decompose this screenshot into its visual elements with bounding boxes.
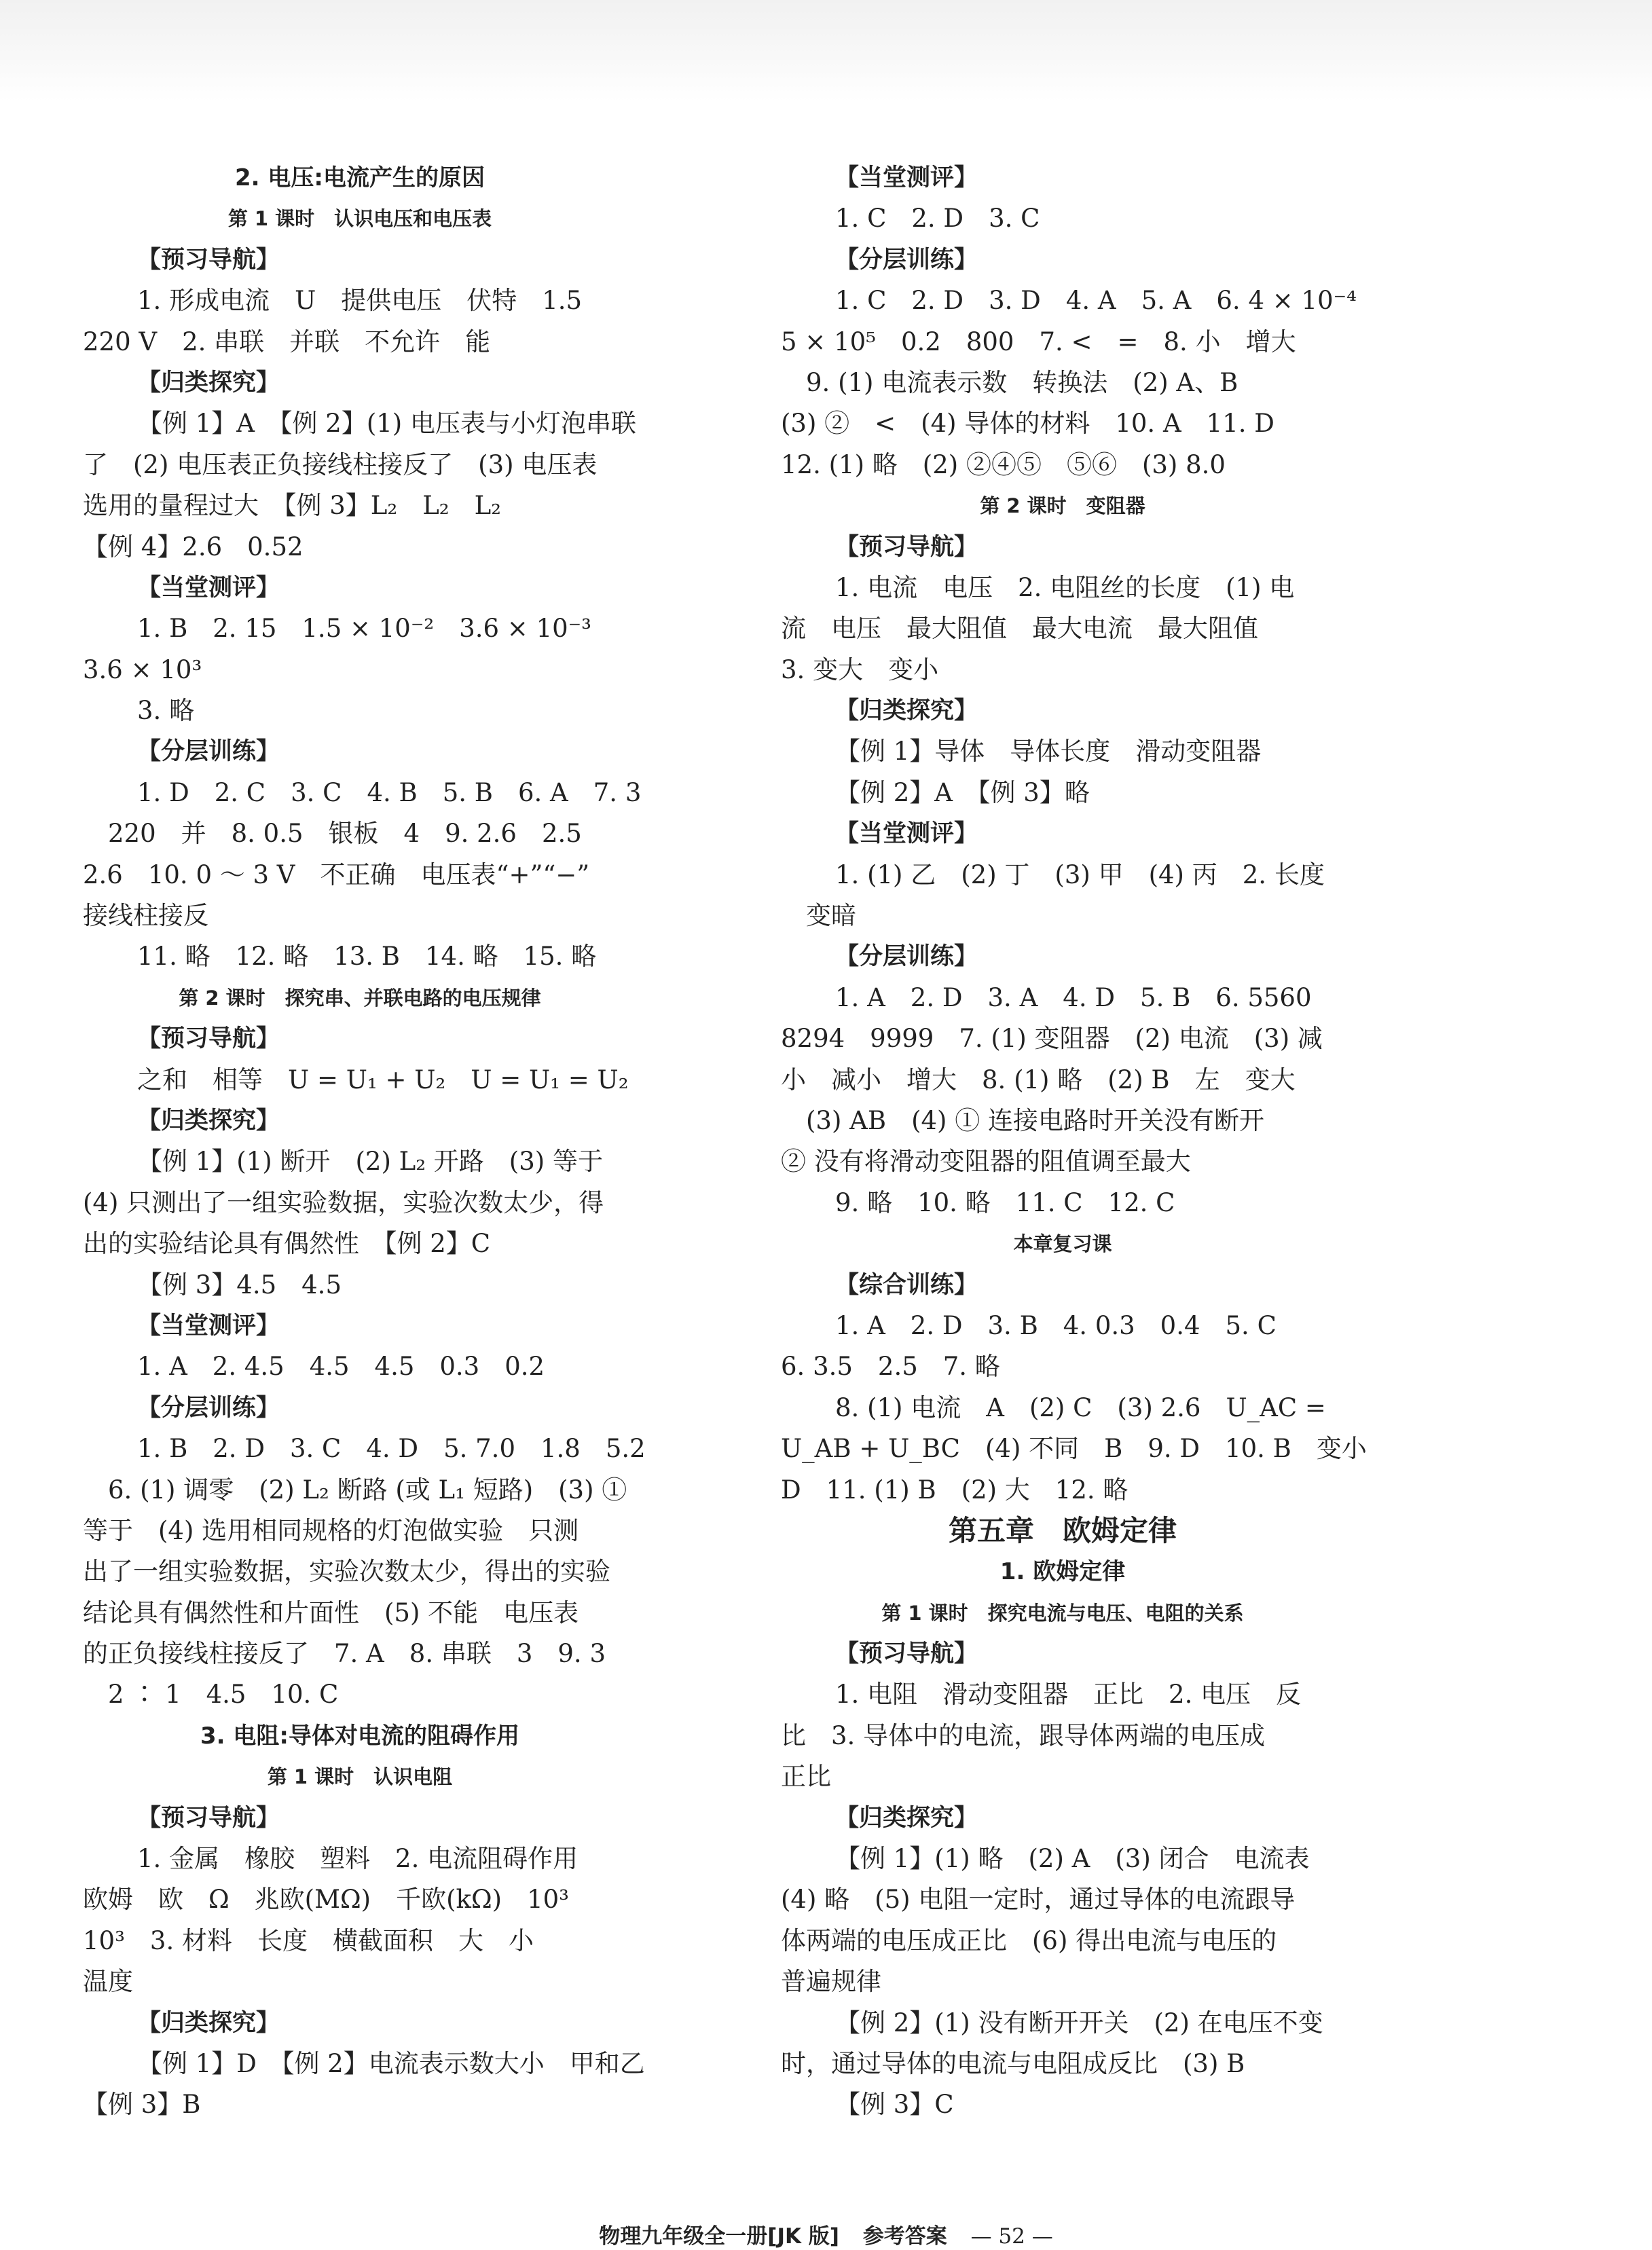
subsection-heading: 【预习导航】	[137, 246, 280, 274]
answer-line: 接线柱接反	[83, 901, 208, 931]
answer-line: 5 × 10⁵ 0.2 800 7. < = 8. 小 增大	[781, 327, 1296, 356]
answer-line: 【例 2】(1) 没有断开开关 (2) 在电压不变	[835, 2008, 1323, 2037]
scan-shadow-band	[0, 0, 1652, 102]
answer-line: 9. (1) 电流表示数 转换法 (2) A、B	[781, 367, 1238, 397]
subsection-heading: 【分层训练】	[835, 246, 978, 274]
answer-line: 1. C 2. D 3. C	[835, 204, 1040, 234]
answer-line: 1. A 2. 4.5 4.5 4.5 0.3 0.2	[137, 1352, 545, 1382]
subsection-heading: 【预习导航】	[137, 1804, 280, 1832]
answer-line: 11. 略 12. 略 13. B 14. 略 15. 略	[137, 942, 597, 972]
answer-line: 【例 4】2.6 0.52	[83, 532, 304, 561]
answer-line: 3. 略	[137, 696, 195, 726]
answer-line: 220 V 2. 串联 并联 不允许 能	[83, 327, 491, 356]
answer-line: 【例 1】A 【例 2】(1) 电压表与小灯泡串联	[137, 409, 636, 439]
subsection-heading: 【预习导航】	[835, 533, 978, 561]
answer-line: 【例 3】4.5 4.5	[137, 1270, 342, 1299]
footer-book-title: 物理九年级全一册[JK 版]	[599, 2224, 839, 2249]
answer-line: 【例 3】B	[83, 2090, 201, 2120]
section-title: 3. 电阻:导体对电流的阻碍作用	[200, 1722, 519, 1750]
answer-line: 结论具有偶然性和片面性 (5) 不能 电压表	[83, 1598, 579, 1627]
answer-line: 1. D 2. C 3. C 4. B 5. B 6. A 7. 3	[137, 777, 642, 807]
answer-line: 【例 1】导体 导体长度 滑动变阻器	[835, 737, 1262, 767]
lesson-title: 第 1 课时 认识电压和电压表	[227, 207, 492, 231]
left-column	[83, 158, 646, 2126]
subsection-heading: 【预习导航】	[137, 1025, 280, 1053]
answer-line: 1. B 2. D 3. C 4. D 5. 7.0 1.8 5.2	[137, 1434, 646, 1464]
answer-line: 【例 2】A 【例 3】略	[835, 777, 1090, 807]
answer-line: 正比	[781, 1762, 831, 1792]
lesson-title: 第 2 课时 探究串、并联电路的电压规律	[179, 986, 541, 1010]
subsection-heading: 【分层训练】	[137, 1394, 280, 1422]
answer-line: D 11. (1) B (2) 大 12. 略	[781, 1475, 1128, 1505]
subsection-heading: 【综合训练】	[835, 1271, 978, 1299]
answer-line: 3.6 × 10³	[83, 654, 202, 684]
subsection-heading: 【当堂测评】	[137, 574, 280, 602]
answer-line: 欧姆 欧 Ω 兆欧(MΩ) 千欧(kΩ) 10³	[83, 1885, 569, 1915]
answer-line: 2.6 10. 0 ～ 3 V 不正确 电压表“+”“−”	[83, 860, 590, 889]
answer-line: 1. A 2. D 3. B 4. 0.3 0.4 5. C	[835, 1310, 1277, 1340]
answer-line: 出的实验结论具有偶然性 【例 2】C	[83, 1229, 491, 1259]
subsection-heading: 【归类探究】	[137, 369, 280, 396]
answer-line: (4) 略 (5) 电阻一定时，通过导体的电流跟导	[781, 1885, 1296, 1915]
answer-line: ② 没有将滑动变阻器的阻值调至最大	[781, 1147, 1191, 1177]
answer-line: 流 电压 最大阻值 最大电流 最大阻值	[781, 614, 1258, 644]
answer-line: 1. 金属 橡胶 塑料 2. 电流阻碍作用	[137, 1844, 579, 1874]
answer-line: 1. 电阻 滑动变阻器 正比 2. 电压 反	[835, 1680, 1302, 1710]
subsection-heading: 【当堂测评】	[835, 820, 978, 848]
subsection-heading: 【分层训练】	[137, 738, 280, 766]
right-column	[781, 158, 1367, 2126]
answer-line: 【例 1】(1) 略 (2) A (3) 闭合 电流表	[835, 1844, 1310, 1874]
section-title: 1. 欧姆定律	[999, 1558, 1126, 1586]
subsection-heading: 【当堂测评】	[835, 164, 978, 191]
answer-line: 比 3. 导体中的电流，跟导体两端的电压成	[781, 1720, 1266, 1750]
answer-line: 选用的量程过大 【例 3】L₂ L₂ L₂	[83, 491, 502, 521]
subsection-heading: 【分层训练】	[835, 943, 978, 971]
answer-line: (3) AB (4) ① 连接电路时开关没有断开	[781, 1105, 1265, 1135]
answer-line: 小 减小 增大 8. (1) 略 (2) B 左 变大	[781, 1065, 1296, 1094]
subsection-heading: 【归类探究】	[835, 1804, 978, 1832]
answer-line: 3. 变大 变小	[781, 654, 939, 684]
answer-line: 之和 相等 U = U₁ + U₂ U = U₁ = U₂	[137, 1065, 629, 1094]
lesson-title: 本章复习课	[1013, 1232, 1112, 1256]
answer-line: 2 ∶ 1 4.5 10. C	[83, 1680, 339, 1710]
answer-line: 8294 9999 7. (1) 变阻器 (2) 电流 (3) 减	[781, 1024, 1323, 1054]
answer-line: 6. (1) 调零 (2) L₂ 断路 (或 L₁ 短路) (3) ①	[83, 1475, 627, 1505]
page-footer	[0, 2219, 1652, 2249]
answer-line: 12. (1) 略 (2) ②④⑤ ⑤⑥ (3) 8.0	[781, 449, 1226, 479]
lesson-title: 第 1 课时 认识电阻	[267, 1765, 453, 1789]
answer-line: 的正负接线柱接反了 7. A 8. 串联 3 9. 3	[83, 1639, 606, 1669]
answer-line: 1. A 2. D 3. A 4. D 5. B 6. 5560	[835, 982, 1312, 1012]
answer-line: 温度	[83, 1967, 133, 1997]
answer-line: 【例 1】(1) 断开 (2) L₂ 开路 (3) 等于	[137, 1147, 603, 1177]
page-number: — 52 —	[970, 2224, 1053, 2249]
answer-line: 220 并 8. 0.5 银板 4 9. 2.6 2.5	[83, 819, 582, 849]
answer-line: 等于 (4) 选用相同规格的灯泡做实验 只测	[83, 1515, 579, 1545]
answer-line: 1. B 2. 15 1.5 × 10⁻² 3.6 × 10⁻³	[137, 614, 592, 644]
answer-line: 10³ 3. 材料 长度 横截面积 大 小	[83, 1925, 534, 1955]
answer-line: U_AB + U_BC (4) 不同 B 9. D 10. B 变小	[781, 1434, 1367, 1464]
subsection-heading: 【当堂测评】	[137, 1312, 280, 1340]
answer-line: 9. 略 10. 略 11. C 12. C	[835, 1187, 1175, 1217]
section-title: 2. 电压:电流产生的原因	[234, 164, 485, 191]
subsection-heading: 【归类探究】	[137, 2009, 280, 2037]
answer-line: 【例 3】C	[835, 2090, 954, 2120]
footer-section-label: 参考答案	[862, 2224, 947, 2249]
chapter-title: 第五章 欧姆定律	[948, 1513, 1177, 1547]
answer-line: 出了一组实验数据，实验次数太少，得出的实验	[83, 1557, 610, 1587]
answer-line: 1. 电流 电压 2. 电阻丝的长度 (1) 电	[835, 572, 1295, 602]
answer-line: 普遍规律	[781, 1967, 881, 1997]
answer-line: 1. (1) 乙 (2) 丁 (3) 甲 (4) 丙 2. 长度	[835, 860, 1325, 889]
answer-line: 变暗	[781, 901, 856, 931]
answer-line: 6. 3.5 2.5 7. 略	[781, 1352, 1000, 1382]
answer-line: 1. C 2. D 3. D 4. A 5. A 6. 4 × 10⁻⁴	[835, 286, 1357, 316]
answer-line: 了 (2) 电压表正负接线柱接反了 (3) 电压表	[83, 449, 598, 479]
answer-line: 8. (1) 电流 A (2) C (3) 2.6 U_AC =	[835, 1393, 1326, 1422]
subsection-heading: 【归类探究】	[835, 697, 978, 725]
lesson-title: 第 1 课时 探究电流与电压、电阻的关系	[881, 1601, 1244, 1625]
answer-line: (3) ② < (4) 导体的材料 10. A 11. D	[781, 409, 1274, 439]
answer-line: 【例 1】D 【例 2】电流表示数大小 甲和乙	[137, 2048, 645, 2078]
answer-line: 时，通过导体的电流与电阻成反比 (3) B	[781, 2048, 1245, 2078]
answer-line: 体两端的电压成正比 (6) 得出电流与电压的	[781, 1925, 1277, 1955]
subsection-heading: 【归类探究】	[137, 1107, 280, 1135]
lesson-title: 第 2 课时 变阻器	[980, 494, 1145, 518]
answer-line: 1. 形成电流 U 提供电压 伏特 1.5	[137, 286, 583, 316]
subsection-heading: 【预习导航】	[835, 1640, 978, 1668]
answer-line: (4) 只测出了一组实验数据，实验次数太少，得	[83, 1187, 604, 1217]
